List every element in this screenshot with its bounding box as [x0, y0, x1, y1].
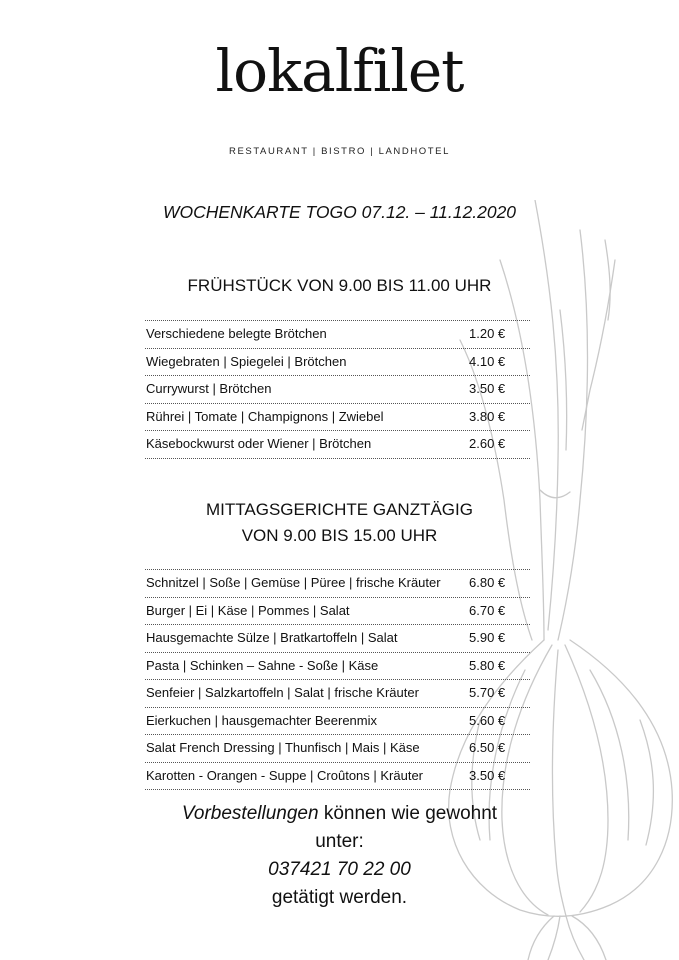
item-name: Senfeier | Salzkartoffeln | Salat | frische Kräuter	[146, 685, 419, 700]
phone-number: 037421 70 22 00	[268, 859, 411, 880]
menu-item	[145, 708, 530, 736]
brand-logo: lokalfilet	[215, 37, 464, 105]
breakfast-heading: FRÜHSTÜCK VON 9.00 BIS 11.00 UHR	[187, 276, 492, 295]
item-name: Burger | Ei | Käse | Pommes | Salat	[146, 602, 350, 618]
lunch-heading-line1: MITTAGSGERICHTE GANZTÄGIG	[206, 500, 473, 519]
week-title: WOCHENKARTE TOGO 07.12. – 11.12.2020	[162, 202, 517, 222]
lunch-heading-line2: VON 9.00 BIS 15.00 UHR	[241, 526, 438, 545]
item-name: Eierkuchen | hausgemachter Beerenmix	[146, 712, 377, 728]
item-price: 1.20 €	[469, 326, 506, 341]
menu-item	[145, 321, 530, 349]
item-price: 5.70 €	[469, 685, 506, 700]
preorder-line1-rest: können wie gewohnt	[318, 803, 498, 824]
lunch-menu	[145, 569, 530, 790]
preorder-line4: getätigt werden.	[271, 887, 408, 908]
menu-item	[145, 680, 530, 708]
item-name: Salat French Dressing | Thunfisch | Mais | Käse	[146, 740, 420, 755]
item-price: 3.80 €	[469, 408, 506, 424]
preorder-line1	[0, 800, 679, 828]
menu-item	[145, 404, 530, 432]
item-price: 3.50 €	[469, 767, 506, 783]
menu-item	[145, 376, 530, 404]
preorder-note	[0, 800, 679, 912]
item-price: 4.10 €	[469, 353, 506, 369]
menu-item	[145, 349, 530, 377]
breakfast-menu	[145, 320, 530, 459]
item-name: Pasta | Schinken – Sahne - Soße | Käse	[146, 657, 379, 673]
item-price: 6.80 €	[469, 575, 506, 590]
preorder-emphasis: Vorbestellungen	[181, 803, 319, 824]
menu-item	[145, 735, 530, 763]
item-price: 3.50 €	[469, 381, 506, 396]
item-name: Karotten - Orangen - Suppe | Croûtons | Kräuter	[146, 767, 424, 783]
item-price: 5.80 €	[469, 657, 506, 673]
item-price: 5.60 €	[469, 712, 506, 728]
item-name: Käsebockwurst oder Wiener | Brötchen	[146, 436, 372, 451]
brand-tagline: RESTAURANT | BISTRO | LANDHOTEL	[229, 146, 450, 157]
item-price: 2.60 €	[469, 436, 506, 451]
item-name: Rührei | Tomate | Champignons | Zwiebel	[146, 408, 384, 424]
item-name: Wiegebraten | Spiegelei | Brötchen	[146, 353, 347, 369]
menu-item	[145, 431, 530, 459]
item-price: 5.90 €	[469, 630, 506, 645]
item-name: Hausgemachte Sülze | Bratkartoffeln | Salat	[146, 630, 398, 645]
lunch-heading	[0, 497, 679, 549]
item-name: Verschiedene belegte Brötchen	[146, 326, 327, 341]
preorder-line2: unter:	[315, 831, 364, 852]
item-price: 6.70 €	[469, 602, 506, 618]
item-price: 6.50 €	[469, 740, 506, 755]
item-name: Currywurst | Brötchen	[146, 381, 272, 396]
item-name: Schnitzel | Soße | Gemüse | Püree | frische Kräuter	[146, 575, 441, 590]
menu-item	[145, 653, 530, 681]
menu-item	[145, 598, 530, 626]
menu-item	[145, 570, 530, 598]
menu-item	[145, 763, 530, 791]
menu-item	[145, 625, 530, 653]
